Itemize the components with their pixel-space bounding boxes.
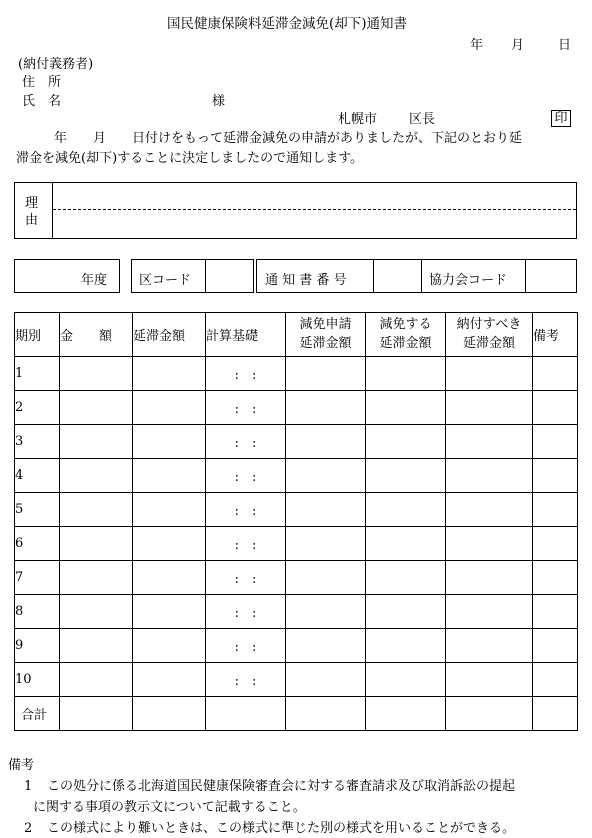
header-calculation-basis: 計算基礎 — [206, 313, 286, 357]
requested-cell[interactable] — [286, 493, 366, 527]
body-line-1: 年 月 日付けをもって延滞金減免の申請がありましたが、下記のとおり延 — [54, 131, 523, 146]
date-month: 月 — [511, 38, 525, 53]
delinquency-cell[interactable] — [133, 595, 206, 629]
header-amount-due: 納付すべき 延滞金額 — [446, 313, 533, 357]
notes-heading: 備考 — [8, 758, 35, 773]
remarks-cell[interactable] — [533, 391, 578, 425]
total-cell[interactable] — [446, 697, 533, 731]
amount-cell[interactable] — [60, 629, 133, 663]
table-row — [15, 527, 578, 561]
total-cell[interactable] — [366, 697, 446, 731]
ward-code-box — [131, 259, 254, 293]
calc-basis-cell[interactable]: : : — [206, 493, 286, 527]
granted-cell[interactable] — [366, 663, 446, 697]
amount-cell[interactable] — [60, 425, 133, 459]
date-year: 年 — [470, 38, 484, 53]
header-period: 期別 — [15, 313, 60, 357]
granted-cell[interactable] — [366, 425, 446, 459]
granted-cell[interactable] — [366, 629, 446, 663]
requested-cell[interactable] — [286, 629, 366, 663]
header-remarks: 備考 — [533, 313, 578, 357]
due-cell[interactable] — [446, 595, 533, 629]
total-cell[interactable] — [533, 697, 578, 731]
note-1-line-1: この処分に係る北海道国民健康保険審査会に対する審査請求及び取消訴訟の提起 — [47, 779, 516, 794]
delinquency-cell[interactable] — [133, 357, 206, 391]
notice-number-label: 通 知 書 番 号 — [265, 273, 347, 288]
amount-cell[interactable] — [60, 459, 133, 493]
amount-cell[interactable] — [60, 595, 133, 629]
period-cell: 4 — [15, 459, 60, 493]
due-cell[interactable] — [446, 425, 533, 459]
due-cell[interactable] — [446, 493, 533, 527]
total-cell[interactable] — [133, 697, 206, 731]
seal-mark: 印 — [551, 110, 571, 127]
header-amount: 金 額 — [60, 313, 133, 357]
calc-basis-cell[interactable]: : : — [206, 561, 286, 595]
granted-cell[interactable] — [366, 357, 446, 391]
due-cell[interactable] — [446, 561, 533, 595]
calc-basis-cell[interactable]: : : — [206, 595, 286, 629]
period-cell: 10 — [15, 663, 60, 697]
assoc-code-label: 協力会コード — [429, 273, 508, 288]
table-row — [15, 459, 578, 493]
granted-cell[interactable] — [366, 459, 446, 493]
remarks-cell[interactable] — [533, 493, 578, 527]
period-cell: 1 — [15, 357, 60, 391]
notice-number-box — [256, 259, 577, 293]
total-cell[interactable] — [60, 697, 133, 731]
delinquency-cell[interactable] — [133, 561, 206, 595]
delinquency-cell[interactable] — [133, 391, 206, 425]
note-1-number: 1 — [24, 779, 33, 794]
due-cell[interactable] — [446, 391, 533, 425]
due-cell[interactable] — [446, 663, 533, 697]
calc-basis-cell[interactable]: : : — [206, 459, 286, 493]
calc-basis-cell[interactable]: : : — [206, 425, 286, 459]
header-requested-exemption: 減免申請 延滞金額 — [286, 313, 366, 357]
fiscal-year-label: 年度 — [81, 273, 108, 288]
granted-cell[interactable] — [366, 561, 446, 595]
remarks-cell[interactable] — [533, 561, 578, 595]
period-cell: 5 — [15, 493, 60, 527]
amount-cell[interactable] — [60, 561, 133, 595]
calc-basis-cell[interactable]: : : — [206, 663, 286, 697]
amount-cell[interactable] — [60, 357, 133, 391]
delinquency-cell[interactable] — [133, 629, 206, 663]
remarks-cell[interactable] — [533, 357, 578, 391]
granted-cell[interactable] — [366, 493, 446, 527]
reason-label: 理 由 — [25, 196, 39, 228]
fiscal-year-box — [14, 259, 120, 293]
reason-field[interactable] — [53, 183, 576, 238]
due-cell[interactable] — [446, 357, 533, 391]
requested-cell[interactable] — [286, 391, 366, 425]
remarks-cell[interactable] — [533, 527, 578, 561]
header-granted-exemption: 減免する 延滞金額 — [366, 313, 446, 357]
table-row — [15, 493, 578, 527]
due-cell[interactable] — [446, 629, 533, 663]
amount-cell[interactable] — [60, 527, 133, 561]
table-row — [15, 629, 578, 663]
total-cell[interactable] — [206, 697, 286, 731]
requested-cell[interactable] — [286, 527, 366, 561]
period-cell: 6 — [15, 527, 60, 561]
date-day: 日 — [558, 38, 572, 53]
due-cell[interactable] — [446, 459, 533, 493]
city-label: 札幌市 — [338, 112, 378, 127]
period-cell: 3 — [15, 425, 60, 459]
table-row — [15, 425, 578, 459]
delinquency-cell[interactable] — [133, 459, 206, 493]
calc-basis-cell[interactable]: : : — [206, 527, 286, 561]
reason-box — [14, 182, 577, 239]
note-1-line-2: に関する事項の教示文について記載すること。 — [33, 800, 306, 815]
delinquency-cell[interactable] — [133, 527, 206, 561]
period-cell: 7 — [15, 561, 60, 595]
calc-basis-cell[interactable]: : : — [206, 357, 286, 391]
honorific: 様 — [212, 94, 226, 109]
granted-cell[interactable] — [366, 391, 446, 425]
remarks-cell[interactable] — [533, 425, 578, 459]
requested-cell[interactable] — [286, 357, 366, 391]
remarks-cell[interactable] — [533, 663, 578, 697]
body-line-2: 滞金を減免(却下)することに決定しましたので通知します。 — [16, 151, 364, 166]
requested-cell[interactable] — [286, 663, 366, 697]
ward-head-label: 区長 — [409, 112, 436, 127]
granted-cell[interactable] — [366, 527, 446, 561]
amount-cell[interactable] — [60, 391, 133, 425]
document-title: 国民健康保険料延滞金減免(却下)通知書 — [167, 16, 408, 32]
delinquency-cell[interactable] — [133, 663, 206, 697]
calc-basis-cell[interactable]: : : — [206, 629, 286, 663]
period-cell: 9 — [15, 629, 60, 663]
calc-basis-cell[interactable]: : : — [206, 391, 286, 425]
delinquency-cell[interactable] — [133, 493, 206, 527]
amount-cell[interactable] — [60, 493, 133, 527]
address-label: 住 所 — [22, 75, 62, 90]
due-cell[interactable] — [446, 527, 533, 561]
note-2-number: 2 — [24, 821, 33, 836]
delinquency-cell[interactable] — [133, 425, 206, 459]
table-row — [15, 357, 578, 391]
table-row — [15, 663, 578, 697]
requested-cell[interactable] — [286, 425, 366, 459]
requested-cell[interactable] — [286, 459, 366, 493]
note-2-line-1: この様式により難いときは、この様式に準じた別の様式を用いることができる。 — [47, 821, 516, 836]
header-delinquency-amount: 延滞金額 — [133, 313, 206, 357]
requested-cell[interactable] — [286, 595, 366, 629]
delinquency-table — [14, 312, 578, 731]
table-row — [15, 391, 578, 425]
name-label: 氏 名 — [22, 94, 62, 109]
period-cell: 2 — [15, 391, 60, 425]
total-label: 合計 — [15, 697, 60, 731]
ward-code-label: 区コード — [139, 273, 192, 288]
granted-cell[interactable] — [366, 595, 446, 629]
table-row — [15, 595, 578, 629]
period-cell: 8 — [15, 595, 60, 629]
total-cell[interactable] — [286, 697, 366, 731]
addressee-heading: (納付義務者) — [18, 57, 94, 72]
table-row — [15, 561, 578, 595]
amount-cell[interactable] — [60, 663, 133, 697]
remarks-cell[interactable] — [533, 459, 578, 493]
remarks-cell[interactable] — [533, 595, 578, 629]
remarks-cell[interactable] — [533, 629, 578, 663]
requested-cell[interactable] — [286, 561, 366, 595]
